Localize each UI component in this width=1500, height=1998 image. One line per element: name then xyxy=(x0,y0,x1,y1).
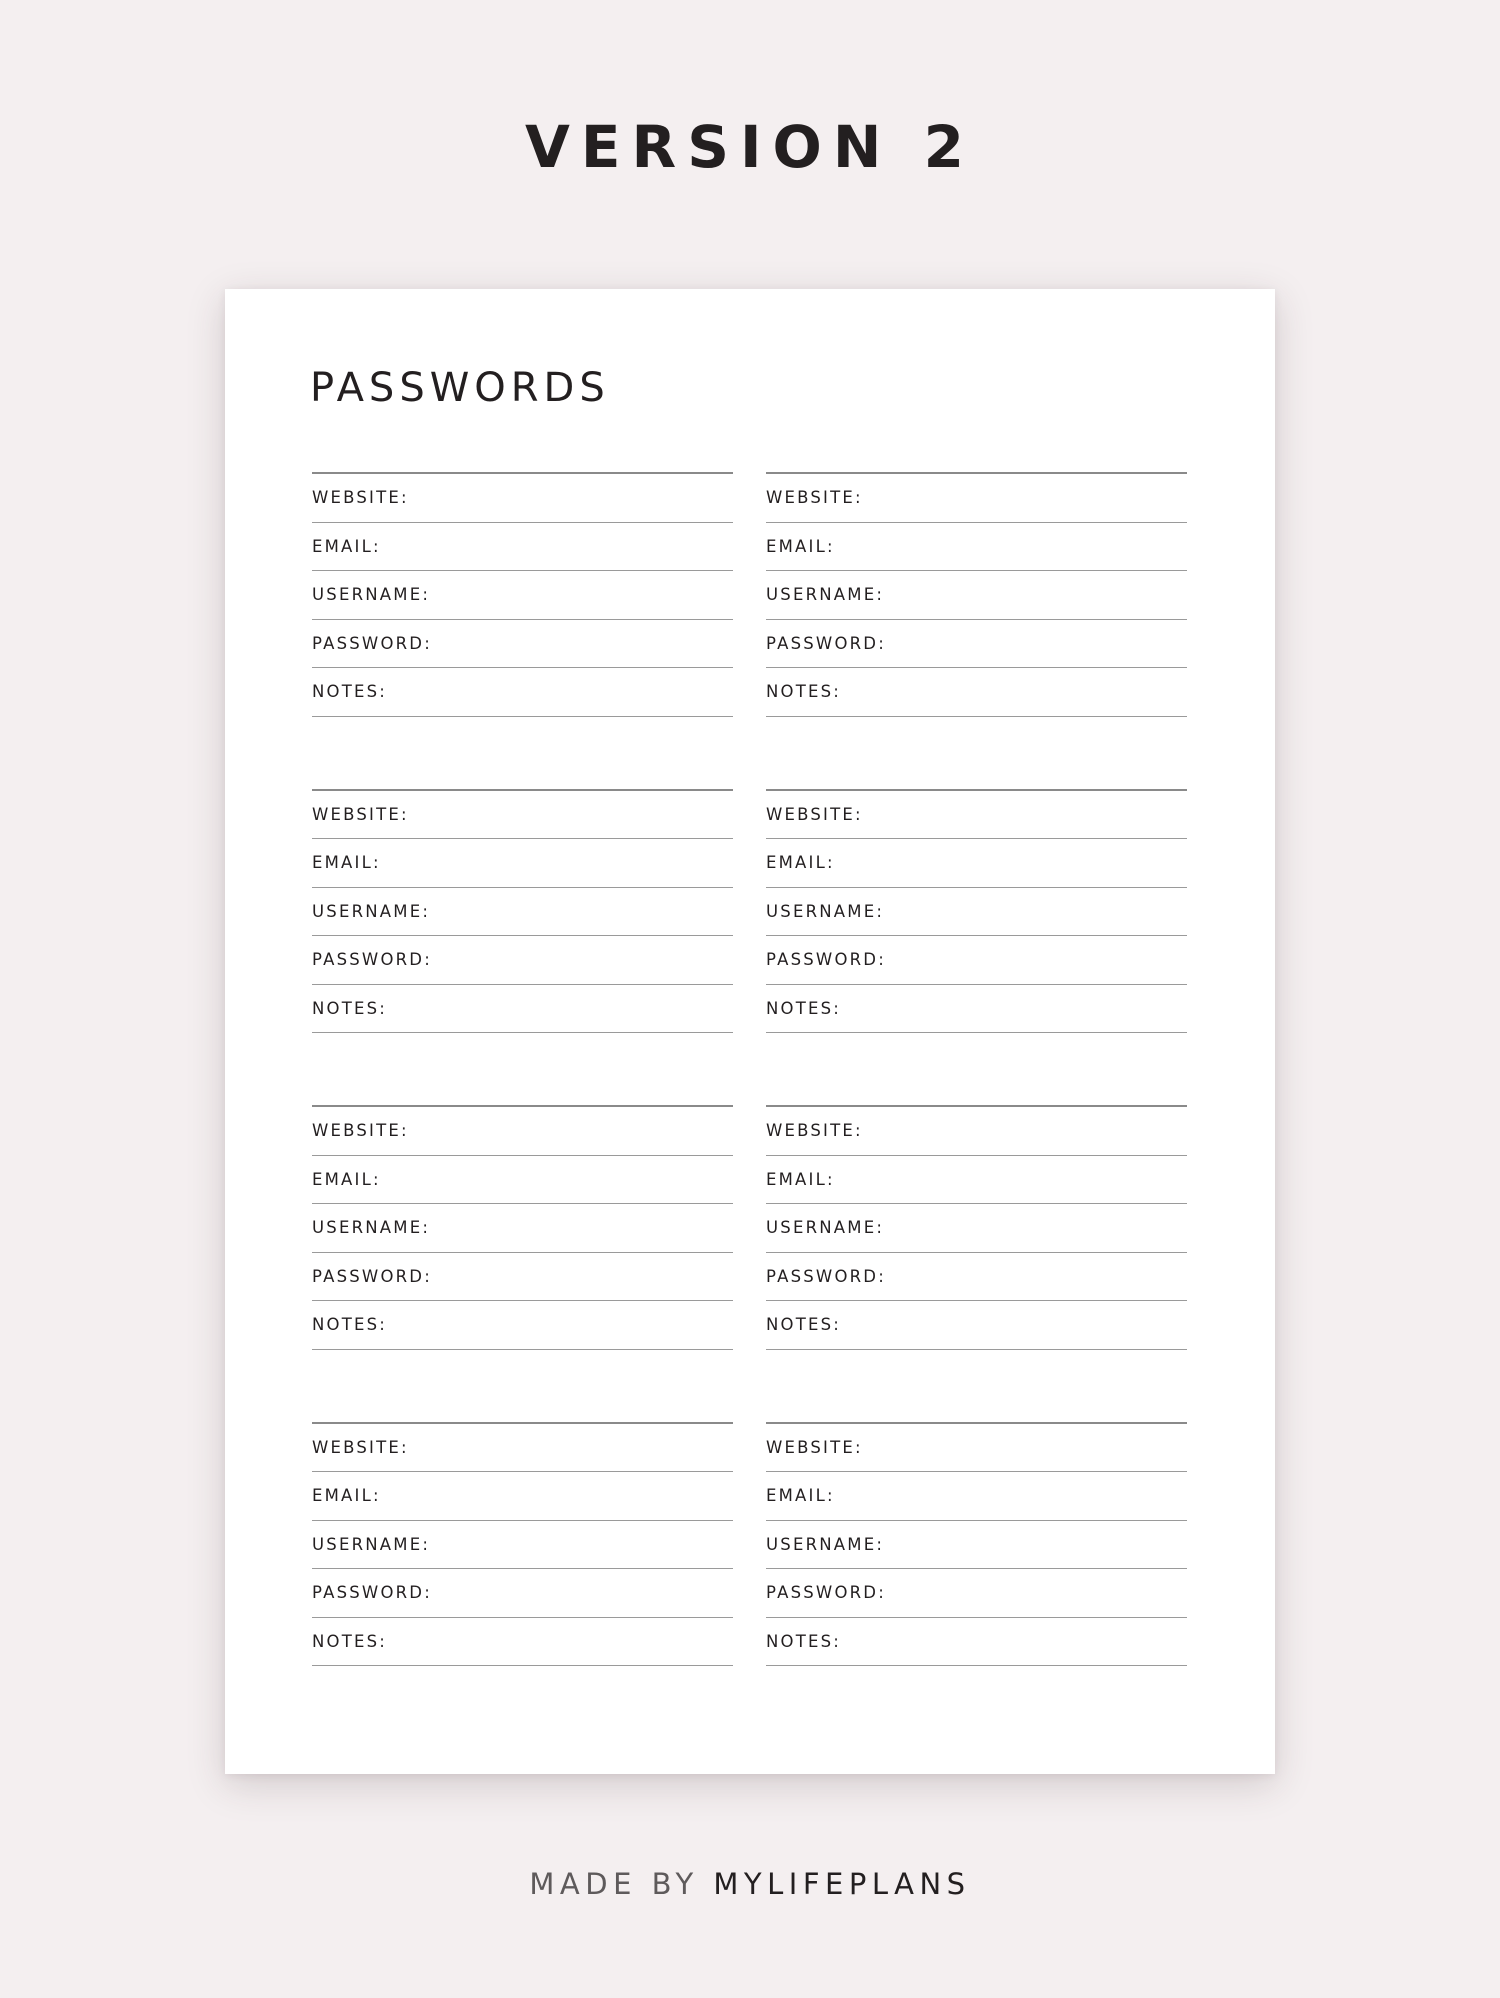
footer-credit xyxy=(0,1867,1500,1901)
field-label-password: PASSWORD: xyxy=(312,633,432,653)
sheet-title: PASSWORDS xyxy=(310,365,610,411)
field-row-notes[interactable] xyxy=(766,985,1187,1034)
field-row-username[interactable] xyxy=(312,1521,733,1570)
password-card xyxy=(312,1422,733,1667)
field-label-website: WEBSITE: xyxy=(312,1121,409,1141)
password-card xyxy=(766,789,1187,1034)
field-label-notes: NOTES: xyxy=(312,1631,388,1651)
footer-prefix: MADE BY xyxy=(529,1867,714,1901)
field-label-email: EMAIL: xyxy=(312,1169,381,1189)
field-label-website: WEBSITE: xyxy=(766,1121,863,1141)
field-row-email[interactable] xyxy=(312,523,733,572)
field-row-notes[interactable] xyxy=(766,1301,1187,1350)
field-row-password[interactable] xyxy=(312,936,733,985)
field-label-email: EMAIL: xyxy=(766,1486,835,1506)
field-label-website: WEBSITE: xyxy=(312,488,409,508)
field-label-password: PASSWORD: xyxy=(312,1266,432,1286)
field-row-username[interactable] xyxy=(766,888,1187,937)
field-label-username: USERNAME: xyxy=(766,1534,885,1554)
field-row-website[interactable] xyxy=(766,1424,1187,1473)
field-row-email[interactable] xyxy=(766,1472,1187,1521)
field-label-website: WEBSITE: xyxy=(766,804,863,824)
field-label-username: USERNAME: xyxy=(312,901,431,921)
field-row-password[interactable] xyxy=(766,936,1187,985)
password-card xyxy=(766,472,1187,717)
field-row-website[interactable] xyxy=(312,1424,733,1473)
field-row-website[interactable] xyxy=(766,474,1187,523)
field-label-email: EMAIL: xyxy=(766,853,835,873)
field-row-username[interactable] xyxy=(766,1521,1187,1570)
field-row-email[interactable] xyxy=(766,1156,1187,1205)
field-row-website[interactable] xyxy=(766,791,1187,840)
field-label-email: EMAIL: xyxy=(766,1169,835,1189)
field-row-website[interactable] xyxy=(312,791,733,840)
password-card-grid xyxy=(312,472,1187,1666)
field-label-username: USERNAME: xyxy=(312,585,431,605)
field-label-email: EMAIL: xyxy=(312,1486,381,1506)
field-row-password[interactable] xyxy=(766,620,1187,669)
field-row-website[interactable] xyxy=(312,474,733,523)
field-row-email[interactable] xyxy=(766,523,1187,572)
field-label-username: USERNAME: xyxy=(766,585,885,605)
field-label-username: USERNAME: xyxy=(766,1218,885,1238)
field-label-notes: NOTES: xyxy=(766,998,842,1018)
field-label-email: EMAIL: xyxy=(766,536,835,556)
password-card xyxy=(312,789,733,1034)
field-row-email[interactable] xyxy=(312,839,733,888)
footer-brand: MYLIFEPLANS xyxy=(713,1867,971,1901)
password-card xyxy=(312,1105,733,1350)
field-row-username[interactable] xyxy=(312,571,733,620)
field-row-password[interactable] xyxy=(312,1569,733,1618)
field-row-email[interactable] xyxy=(312,1156,733,1205)
field-row-username[interactable] xyxy=(312,888,733,937)
field-label-website: WEBSITE: xyxy=(766,488,863,508)
field-label-username: USERNAME: xyxy=(312,1534,431,1554)
field-row-username[interactable] xyxy=(766,1204,1187,1253)
field-label-website: WEBSITE: xyxy=(766,1437,863,1457)
field-label-notes: NOTES: xyxy=(766,682,842,702)
field-label-email: EMAIL: xyxy=(312,853,381,873)
field-label-website: WEBSITE: xyxy=(312,1437,409,1457)
password-card xyxy=(766,1105,1187,1350)
field-row-email[interactable] xyxy=(766,839,1187,888)
password-card xyxy=(312,472,733,717)
field-label-notes: NOTES: xyxy=(312,1315,388,1335)
field-label-website: WEBSITE: xyxy=(312,804,409,824)
field-row-notes[interactable] xyxy=(312,668,733,717)
field-label-password: PASSWORD: xyxy=(312,950,432,970)
field-row-website[interactable] xyxy=(766,1107,1187,1156)
field-label-password: PASSWORD: xyxy=(766,950,886,970)
field-label-email: EMAIL: xyxy=(312,536,381,556)
password-card xyxy=(766,1422,1187,1667)
field-row-notes[interactable] xyxy=(312,985,733,1034)
field-row-notes[interactable] xyxy=(312,1301,733,1350)
version-heading: VERSION 2 xyxy=(525,113,975,181)
field-label-notes: NOTES: xyxy=(766,1631,842,1651)
field-row-notes[interactable] xyxy=(766,668,1187,717)
field-row-password[interactable] xyxy=(766,1569,1187,1618)
field-row-password[interactable] xyxy=(766,1253,1187,1302)
field-label-notes: NOTES: xyxy=(766,1315,842,1335)
field-label-password: PASSWORD: xyxy=(766,1583,886,1603)
field-label-notes: NOTES: xyxy=(312,682,388,702)
field-label-password: PASSWORD: xyxy=(766,1266,886,1286)
field-label-password: PASSWORD: xyxy=(766,633,886,653)
field-row-password[interactable] xyxy=(312,1253,733,1302)
password-log-sheet xyxy=(225,289,1275,1774)
field-row-username[interactable] xyxy=(766,571,1187,620)
field-row-email[interactable] xyxy=(312,1472,733,1521)
field-row-password[interactable] xyxy=(312,620,733,669)
field-label-username: USERNAME: xyxy=(312,1218,431,1238)
field-row-username[interactable] xyxy=(312,1204,733,1253)
field-label-notes: NOTES: xyxy=(312,998,388,1018)
field-row-notes[interactable] xyxy=(766,1618,1187,1667)
field-label-username: USERNAME: xyxy=(766,901,885,921)
field-row-website[interactable] xyxy=(312,1107,733,1156)
field-row-notes[interactable] xyxy=(312,1618,733,1667)
field-label-password: PASSWORD: xyxy=(312,1583,432,1603)
